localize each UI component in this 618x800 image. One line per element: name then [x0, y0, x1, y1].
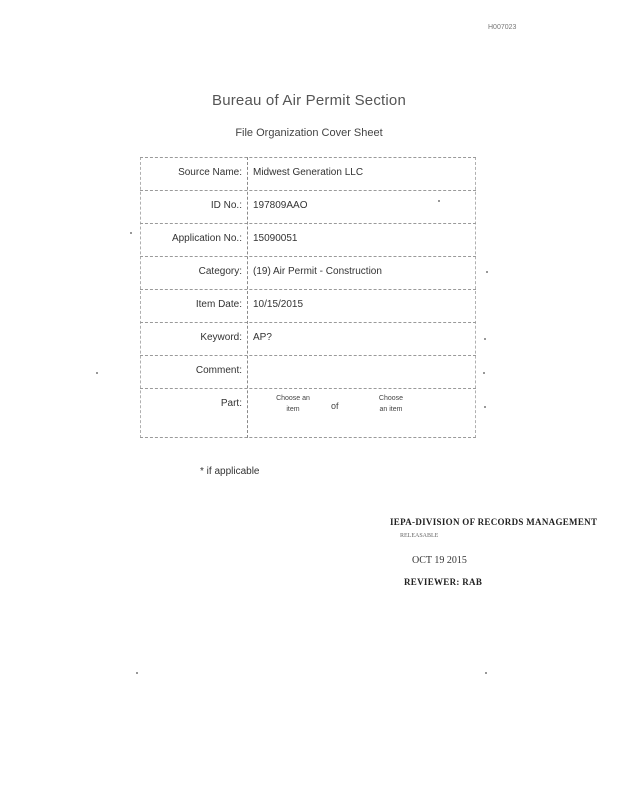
field-label: Category: — [198, 266, 242, 277]
scan-speck — [438, 200, 440, 202]
field-label: Comment: — [195, 365, 242, 376]
scan-speck — [486, 271, 488, 273]
field-label: Part: — [220, 398, 242, 409]
form-row-id-no — [140, 191, 476, 224]
footnote: * if applicable — [200, 466, 260, 477]
part-right-line2: an item — [379, 406, 403, 413]
part-value — [253, 389, 473, 437]
page-id: H007023 — [488, 24, 517, 31]
field-label: Keyword: — [200, 332, 242, 343]
part-of-text: of — [331, 401, 339, 411]
form-row-keyword — [140, 323, 476, 356]
field-value: AP? — [253, 332, 272, 343]
stamp-date: OCT 19 2015 — [412, 555, 467, 566]
stamp-line1: IEPA-DIVISION OF RECORDS MANAGEMENT — [390, 517, 598, 527]
scan-speck — [485, 672, 487, 674]
scan-speck — [484, 338, 486, 340]
stamp-line3: REVIEWER: RAB — [404, 577, 483, 587]
form-row-item-date — [140, 290, 476, 323]
form-row-category — [140, 257, 476, 290]
field-label: Source Name: — [178, 167, 242, 178]
field-value: 15090051 — [253, 233, 298, 244]
field-label: Application No.: — [171, 233, 242, 244]
part-left-line1: Choose an — [276, 395, 310, 402]
document-title: Bureau of Air Permit Section — [211, 92, 407, 109]
scan-speck — [483, 372, 485, 374]
document-subtitle: File Organization Cover Sheet — [235, 127, 383, 139]
part-choose-item-right — [371, 393, 411, 415]
field-value: (19) Air Permit - Construction — [253, 266, 382, 277]
field-value: Midwest Generation LLC — [253, 167, 364, 178]
scan-speck — [96, 372, 98, 374]
field-value: 10/15/2015 — [253, 299, 304, 310]
scan-speck — [484, 406, 486, 408]
part-choose-item-left — [273, 393, 313, 415]
scan-speck — [130, 232, 132, 234]
scan-speck — [136, 672, 138, 674]
form-row-comment — [140, 356, 476, 389]
field-label: Item Date: — [195, 299, 242, 310]
form-row-part — [140, 389, 476, 438]
cover-sheet-form — [140, 157, 476, 438]
form-row-source-name — [140, 157, 476, 191]
stamp-line2: RELEASABLE — [400, 533, 439, 539]
field-label: ID No.: — [210, 200, 242, 211]
part-left-line2: item — [286, 406, 300, 413]
field-value: 197809AAO — [253, 200, 308, 211]
part-right-line1: Choose — [378, 395, 404, 402]
form-row-application-no — [140, 224, 476, 257]
